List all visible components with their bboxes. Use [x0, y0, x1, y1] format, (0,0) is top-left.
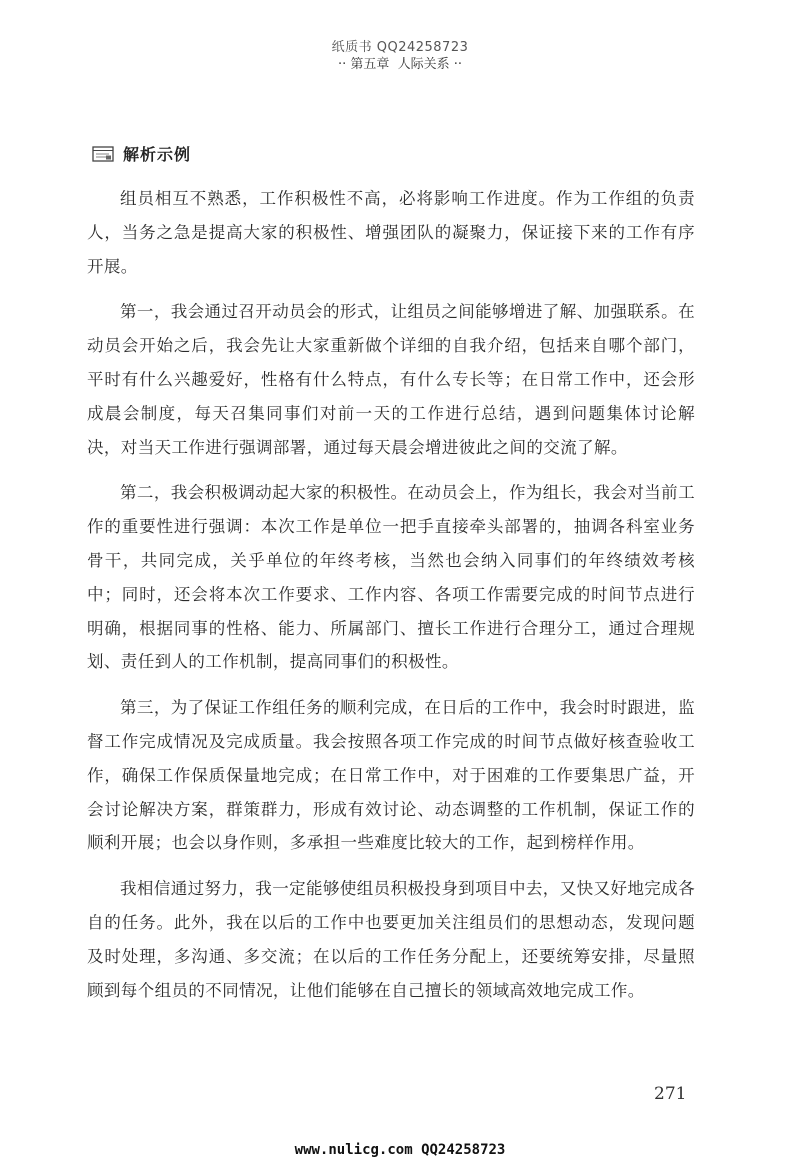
section-title: 解析示例 — [123, 145, 192, 164]
paragraph-intro: 组员相互不熟悉，工作积极性不高，必将影响工作进度。作为工作组的负责人，当务之急是提高大家的积极性、增强团队的凝聚力，保证接下来的工作有序开展。 — [87, 189, 695, 276]
paragraph-first: 第一，我会通过召开动员会的形式，让组员之间能够增进了解、加强联系。在动员会开始之后，我会先让大家重新做个详细的自我介绍，包括来自哪个部门，平时有什么兴趣爱好，性格有什么特点，有什么专长等；在日常工作中，还会形成晨会制度，每天召集同事们对前一天的工作进行总结，遇到问题集体讨论解决，对当天工作进行强调部署，通过每天晨会增进彼此之间的交流了解。 — [87, 302, 695, 457]
notebook-icon — [92, 145, 114, 163]
paragraph-second: 第二，我会积极调动起大家的积极性。在动员会上，作为组长，我会对当前工作的重要性进行强调：本次工作是单位一把手直接牵头部署的，抽调各科室业务骨干，共同完成，关乎单位的年终考核，当然也会纳入同事们的年终绩效考核中；同时，还会将本次工作要求、工作内容、各项工作需要完成的时间节点进行明确，根据同事的性格、能力、所属部门、擅长工作进行合理分工，通过合理规划、责任到人的工作机制，提高同事们的积极性。 — [87, 483, 695, 672]
page-header — [0, 40, 800, 73]
paragraph-conclusion: 我相信通过努力，我一定能够使组员积极投身到项目中去，又快又好地完成各自的任务。此外，我在以后的工作中也要更加关注组员们的思想动态，发现问题及时处理，多沟通、多交流；在以后的工作任务分配上，还要统筹安排，尽量照顾到每个组员的不同情况，让他们能够在自己擅长的领域高效地完成工作。 — [87, 879, 695, 1000]
footer-watermark: www.nulicg.com QQ24258723 — [294, 1142, 506, 1158]
page-number: 271 — [654, 1084, 687, 1104]
header-watermark: 纸质书 QQ24258723 — [331, 40, 469, 55]
analysis-body — [87, 182, 695, 1019]
chapter-title: ·· 第五章 人际关系 ·· — [337, 57, 463, 72]
section-heading — [92, 142, 191, 165]
paragraph-third: 第三，为了保证工作组任务的顺利完成，在日后的工作中，我会时时跟进，监督工作完成情况及完成质量。我会按照各项工作完成的时间节点做好核查验收工作，确保工作保质保量地完成；在日常工作中，对于困难的工作要集思广益，开会讨论解决方案，群策群力，形成有效讨论、动态调整的工作机制，保证工作的顺利开展；也会以身作则，多承担一些难度比较大的工作，起到榜样作用。 — [87, 698, 695, 853]
